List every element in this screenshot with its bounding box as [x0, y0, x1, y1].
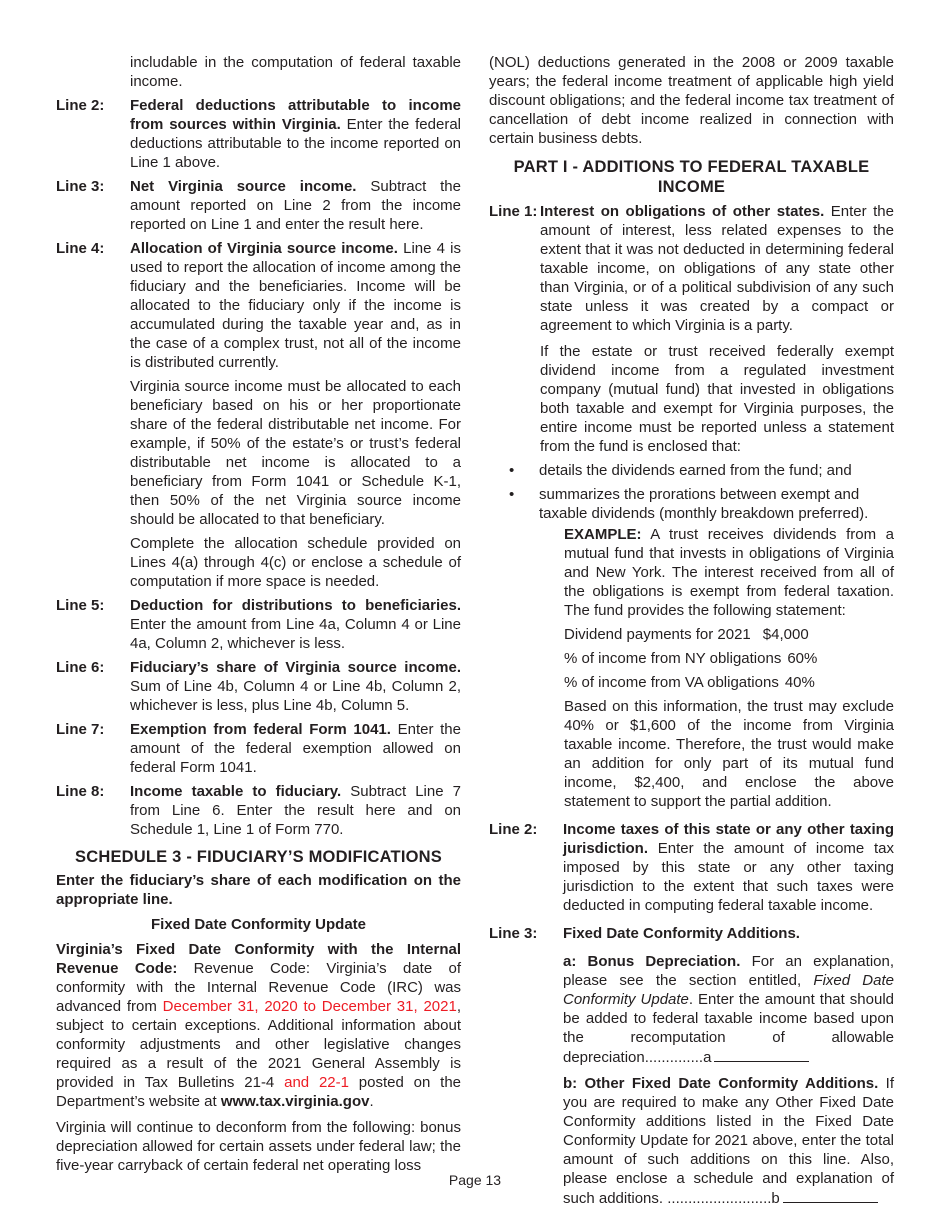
schedule-3-intro: Enter the fiduciary’s share of each modification on the appropriate line. — [56, 872, 461, 908]
page-number: Page 13 — [448, 1172, 502, 1188]
right-line-3: Line 3: Fixed Date Conformity Additions. a: Bonus Depreciation. For an explanation, please see the section entitled, Fixed Date Conformity Update. Enter the amount that should be added to federal taxable income based upon the recomputation of allowable depreciation..............a b: Other Fixed Date Conformity Additions. If you are required to make any Other Fixed Date Conformity additions listed in the Fixed Date Conformity Update for 2021 above, enter the total amount of such additions on this line. Also, please enclose a schedule and explanation of such additions. .........................b — [489, 925, 895, 1207]
bullet-item: • summarizes the prorations between exempt and taxable dividends (monthly breakdown preferred). — [509, 486, 869, 522]
line-2: Line 2: Federal deductions attributable to income from sources within Virginia. Enter the federal deductions attributable to the income reported on Line 1 above. — [56, 97, 461, 171]
line-3a: a: Bonus Depreciation. For an explanation, please see the section entitled, Fixed Date Conformity Update. Enter the amount that should be added to federal taxable income based upon the recomputation of allowable depreciation..............a — [563, 953, 895, 1066]
website-link[interactable]: www.tax.virginia.gov — [220, 1093, 370, 1110]
right-line-2: Line 2: Income taxes of this state or any other taxing jurisdiction. Enter the amount of income tax imposed by this state or any other taxing jurisdiction to the extent that such taxes were deducted in computing federal taxable income. — [489, 821, 894, 914]
part-1-heading: PART I - ADDITIONS TO FEDERAL TAXABLE INCOME — [513, 158, 870, 196]
line-8: Line 8: Income taxable to fiduciary. Subtract Line 7 from Line 6. Enter the result here and on Schedule 1, Line 1 of Form 770. — [56, 783, 461, 838]
intro-continuation: includable in the computation of federal taxable income. — [130, 54, 461, 90]
statement-row: Dividend payments for 2021 $4,000 — [564, 626, 809, 643]
right-column — [489, 53, 894, 1208]
right-line-1: Line 1: Interest on obligations of other states. Enter the amount of interest, less related expenses to the extent that it was not deducted in determining federal taxable income, on obligations of any state other than Virginia, or of a political subdivision of any such state unless it was created by a compact or agreement to which Virginia is a party. If the estate or trust received federally exempt dividend income from a regulated investment company (mutual fund) that invested in obligations both taxable and exempt for Virginia purposes, the entire income must be reported unless a statement from the fund is enclosed that: — [489, 203, 894, 455]
line-5: Line 5: Deduction for distributions to beneficiaries. Enter the amount from Line 4a, Column 4 or Line 4a, Column 2, whichever is less. — [56, 597, 461, 652]
fixed-date-conformity-paragraph: Virginia’s Fixed Date Conformity with the Internal Revenue Code: Revenue Code: Virginia’s date of conformity with the Internal Revenue Code (IRC) was advanced from December 31, 2020 to December 31, 2021, subject to certain exceptions. Additional information about conformity adjustments and other legislative changes required as a result of the 2021 General Assembly is provided in Tax Bulletins 21-4 and 22-1 posted on the Department’s website at www.tax.virginia.gov. — [56, 941, 462, 1110]
line-6: Line 6: Fiduciary’s share of Virginia source income. Sum of Line 4b, Column 4 or Line 4b, Column 2, whichever is less, plus Line 4b, Column 5. — [56, 659, 461, 714]
fixed-date-conformity-heading: Fixed Date Conformity Update — [150, 916, 367, 933]
statement-row: % of income from VA obligations 40% — [564, 674, 815, 691]
left-column — [56, 53, 461, 1175]
line-7: Line 7: Exemption from federal Form 1041. Enter the amount of the federal exemption allowed on federal Form 1041. — [56, 721, 461, 776]
schedule-3-heading: SCHEDULE 3 - FIDUCIARY’S MODIFICATIONS — [75, 848, 442, 866]
line-4-paragraph-3: Complete the allocation schedule provided on Lines 4(a) through 4(c) or enclose a schedule of computation if more space is needed. — [130, 535, 461, 590]
line-3: Line 3: Net Virginia source income. Subtract the amount reported on Line 2 from the income reported on Line 1 and enter the result here. — [56, 178, 461, 233]
statement-row: % of income from NY obligations 60% — [564, 650, 818, 667]
line-3b: b: Other Fixed Date Conformity Additions. If you are required to make any Other Fixed Date Conformity additions listed in the Fixed Date Conformity Update for 2021 above, enter the total amount of such additions on this line. Also, please enclose a schedule and explanation of such additions. .........................b — [563, 1075, 894, 1207]
based-on-paragraph: Based on this information, the trust may exclude 40% or $1,600 of the income from Virginia taxable income. Therefore, the trust would make an addition for only part of its mutual fund income, $2,400, and enclose the above statement to support the partial addition. — [564, 698, 894, 810]
line-4: Line 4: Allocation of Virginia source income. Line 4 is used to report the allocation of income among the fiduciary and the beneficiaries. Income will be allocated to the fiduciary only if the income is accumulated during the taxable year and, as in the case of a complex trust, not all of the income is distributed currently. Virginia source income must be allocated to each beneficiary based on his or her proportionate share of the federal distributable net income. For example, if 50% of the estate’s or trust’s federal distributable net income is allocated to a beneficiary from Form 1041 or Schedule K-1, then 50% of the net Virginia source income should be allocated to that beneficiary. Complete the allocation schedule provided on Lines 4(a) through 4(c) or enclose a schedule of computation if more space is needed. — [56, 240, 461, 590]
line-4-paragraph-2: Virginia source income must be allocated to each beneficiary based on his or her proportionate share of the federal distributable net income. For example, if 50% of the estate’s or trust’s federal distributable net income is allocated to a beneficiary from Form 1041 or Schedule K-1, then 50% of the net Virginia source income should be allocated to that beneficiary. — [130, 378, 461, 528]
deconform-paragraph: Virginia will continue to deconform from the following: bonus depreciation allowed for certain assets under federal law; the five-year carryback of certain federal net operating loss — [56, 1119, 461, 1174]
line-1-paragraph-2: If the estate or trust received federally exempt dividend income from a regulated investment company (mutual fund) that invested in obligations both taxable and exempt for Virginia purposes, the entire income must be reported unless a statement from the fund is enclosed that: — [540, 343, 894, 455]
example-block: EXAMPLE: A trust receives dividends from a mutual fund that invests in obligations of Virginia and New York. The interest received from all of the obligations is exempt from federal taxation. The fund provides the following statement: Dividend payments for 2021 $4,000 % of income from NY obligations 60% % of income from VA obligations 40% Based on this information, the trust may exclude 40% or $1,600 of the income from Virginia taxable income. Therefore, the trust would make an addition for only part of its mutual fund income, $2,400, and enclose the above statement to support the partial addition. — [564, 526, 894, 810]
line-3a-amount-field[interactable] — [714, 1047, 809, 1062]
line-3b-amount-field[interactable] — [783, 1188, 878, 1203]
nol-continuation: (NOL) deductions generated in the 2008 or 2009 taxable years; the federal income treatment of applicable high yield discount obligations; and the federal income tax treatment of cancellation of debt income realized in connection with certain business debts. — [489, 54, 894, 147]
bullet-item: • details the dividends earned from the fund; and — [509, 462, 852, 479]
